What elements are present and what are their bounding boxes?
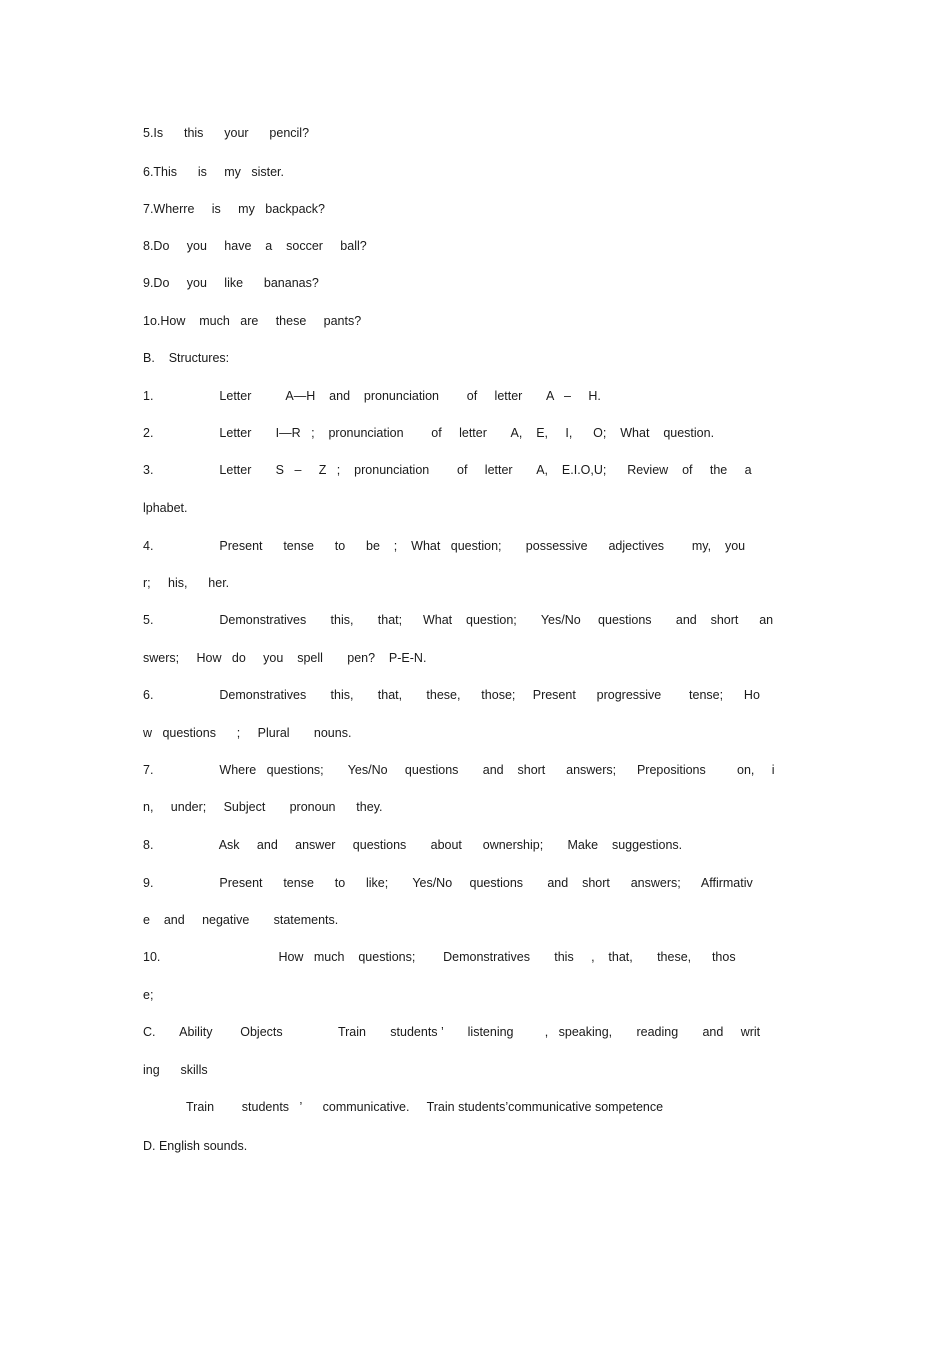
structure-line: 7. Where questions; Yes/No questions and short answers; Prepositions on, i	[143, 763, 775, 777]
structure-line: e;	[143, 988, 154, 1002]
question-line-9: 9.Do you like bananas?	[143, 276, 319, 290]
structure-line: 10. How much questions; Demonstratives this , that, these, thos	[143, 950, 736, 964]
question-line-6: 6.This is my sister.	[143, 165, 284, 179]
ability-objects-line: Train students ’ communicative. Train students’communicative sompetence	[186, 1100, 664, 1114]
question-line-7: 7.Wherre is my backpack?	[143, 202, 326, 216]
ability-objects-line: ing skills	[143, 1063, 208, 1077]
structure-line: 2. Letter I—R ; pronunciation of letter A, E, I, O; What question.	[143, 426, 715, 440]
question-line-8: 8.Do you have a soccer ball?	[143, 239, 367, 253]
structure-line: swers; How do you spell pen? P-E-N.	[143, 651, 427, 665]
structure-line: n, under; Subject pronoun they.	[143, 800, 383, 814]
structure-line: 6. Demonstratives this, that, these, those; Present progressive tense; Ho	[143, 688, 760, 702]
ability-objects-line: C. Ability Objects Train students ’ listening , speaking, reading and writ	[143, 1025, 761, 1039]
structure-line: 4. Present tense to be ; What question; possessive adjectives my, you	[143, 539, 746, 553]
structure-line: e and negative statements.	[143, 913, 339, 927]
question-line-5: 5.Is this your pencil?	[143, 126, 310, 140]
structure-line: r; his, her.	[143, 576, 230, 590]
structure-line: w questions ; Plural nouns.	[143, 726, 352, 740]
structures-heading: B. Structures:	[143, 351, 230, 365]
structure-line: 1. Letter A—H and pronunciation of letter A – H.	[143, 389, 601, 403]
structure-line: 3. Letter S – Z ; pronunciation of letter A, E.I.O,U; Review of the a	[143, 463, 752, 477]
structure-line: lphabet.	[143, 501, 188, 515]
structure-line: 8. Ask and answer questions about ownership; Make suggestions.	[143, 838, 683, 852]
english-sounds-line: D. English sounds.	[143, 1139, 248, 1153]
structure-line: 9. Present tense to like; Yes/No questions and short answers; Affirmativ	[143, 876, 753, 890]
structure-line: 5. Demonstratives this, that; What question; Yes/No questions and short an	[143, 613, 774, 627]
question-line-10: 1o.How much are these pants?	[143, 314, 362, 328]
